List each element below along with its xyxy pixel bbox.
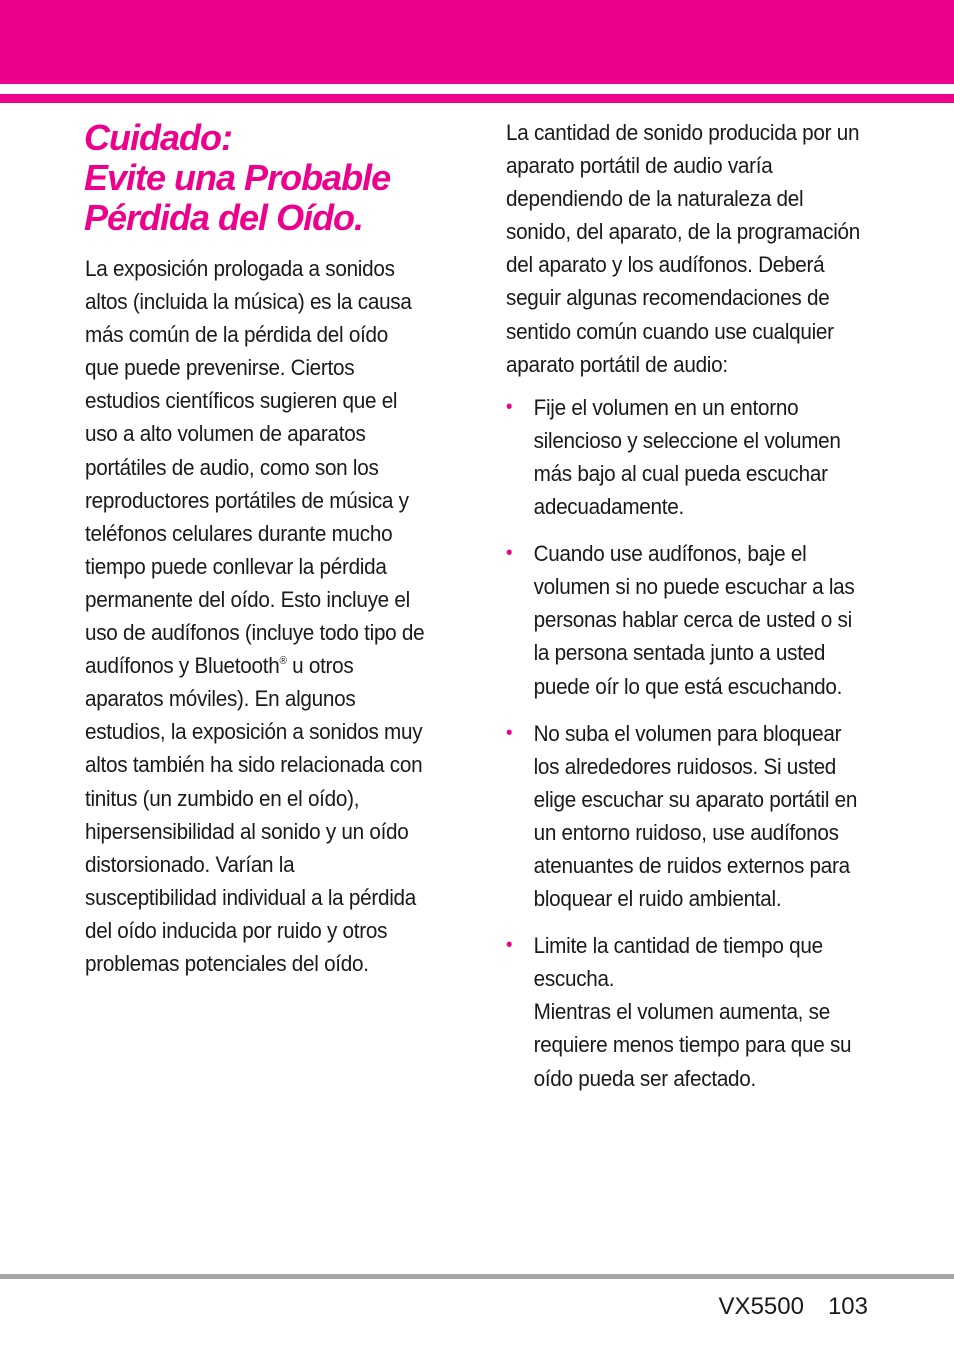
section-heading bbox=[84, 118, 464, 238]
heading-line-2: Evite una Probable bbox=[84, 157, 391, 198]
bullet-icon: • bbox=[506, 395, 513, 418]
list-item bbox=[506, 717, 869, 916]
recommendations-list bbox=[506, 391, 869, 1095]
list-item bbox=[506, 537, 869, 702]
list-item-text: Cuando use audífonos, baje el volumen si no puede escuchar a las personas hablar cerca de usted o si la persona sentada junto a usted puede oír lo que está escuchando. bbox=[533, 541, 855, 699]
list-item bbox=[506, 929, 869, 1094]
bullet-icon: • bbox=[506, 721, 513, 744]
list-item-continuation: Mientras el volumen aumenta, se requiere menos tiempo para que su oído pueda ser afectado. bbox=[533, 999, 852, 1091]
footer-rule bbox=[0, 1274, 954, 1279]
bullet-icon: • bbox=[506, 934, 513, 957]
paragraph-text-part-2: u otros aparatos móviles). En algunos estudios, la exposición a sonidos muy altos también ha sido relacionada con tinitus (un zumbido en el oído), hipersensibilidad al sonido y un oído distorsionado. Varían la susceptibilidad individual a la pérdida del oído inducida por ruido y otros problemas potenciales del oído. bbox=[85, 653, 423, 976]
list-item-text: Limite la cantidad de tiempo que escucha. bbox=[533, 933, 823, 992]
list-item bbox=[506, 391, 869, 523]
header-color-band bbox=[0, 0, 954, 84]
model-name: VX5500 bbox=[718, 1293, 804, 1320]
heading-line-3: Pérdida del Oído. bbox=[84, 197, 364, 238]
right-column bbox=[506, 116, 869, 1109]
intro-paragraph: La cantidad de sonido producida por un aparato portátil de audio varía dependiendo de la naturaleza del sonido, del aparato, de la programación del aparato y los audífonos. Deberá seguir algunas recomendaciones de sentido común cuando use cualquier aparato portátil de audio: bbox=[506, 120, 861, 377]
heading-line-1: Cuidado: bbox=[84, 117, 232, 158]
page-number: 103 bbox=[827, 1293, 868, 1320]
bullet-icon: • bbox=[506, 542, 513, 565]
list-item-text: Fije el volumen en un entorno silencioso y seleccione el volumen más bajo al cual pueda escuchar adecuadamente. bbox=[533, 394, 841, 520]
left-column-paragraph bbox=[85, 252, 425, 980]
header-accent-rule bbox=[0, 94, 954, 103]
registered-mark: ® bbox=[279, 655, 287, 668]
paragraph-text-part-1: La exposición prologada a sonidos altos (incluida la música) es la causa más común de la pérdida del oído que puede prevenirse. Ciertos estudios científicos sugieren que el uso a alto volumen de aparatos portátiles de audio, como son los reproductores portátiles de música y teléfonos celulares durante mucho tiempo puede conllevar la pérdida permanente del oído. Esto incluye el uso de audífonos (incluye todo tipo de audífonos y Bluetooth bbox=[85, 256, 425, 679]
list-item-text: No suba el volumen para bloquear los alrededores ruidosos. Si usted elige escuchar su aparato portátil en un entorno ruidoso, use audífonos atenuantes de ruidos externos para bloquear el ruido ambiental. bbox=[533, 720, 858, 912]
page-footer bbox=[719, 1292, 868, 1322]
